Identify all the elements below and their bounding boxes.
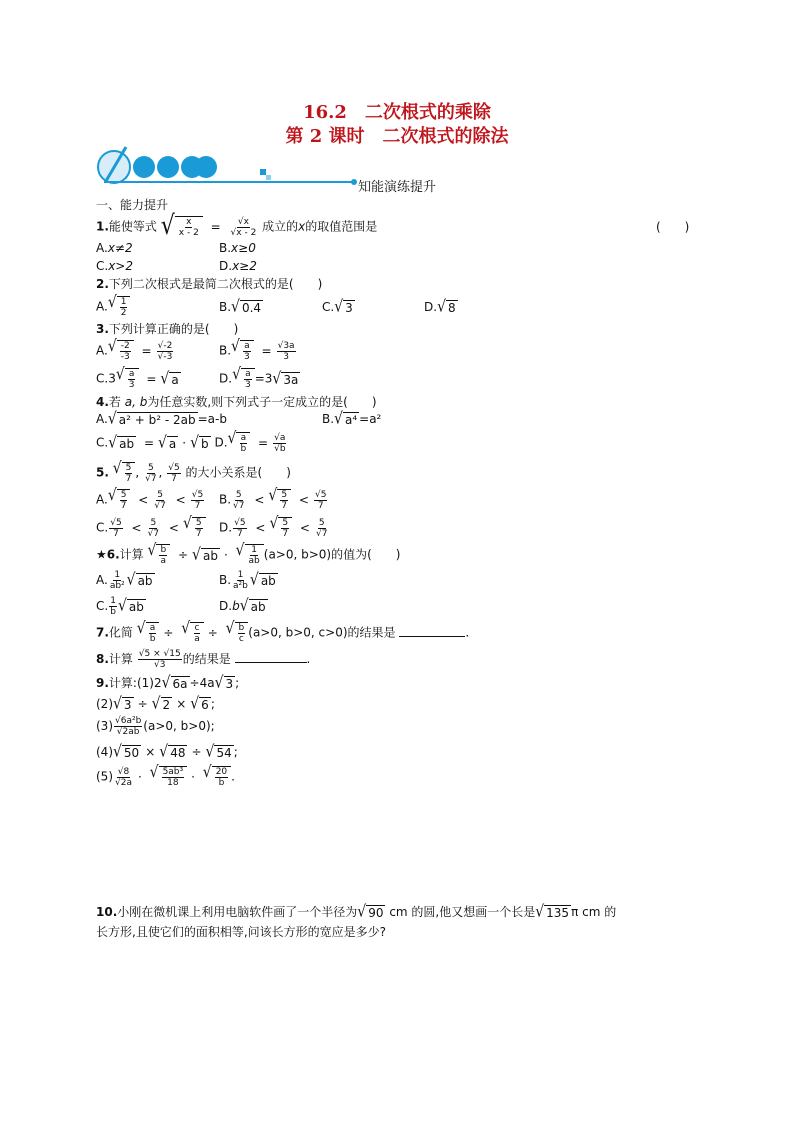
q9-part-5: (5) $\frac{√8}{√2a}$ · √ 5ab³ 18 · √ 20 b . — [96, 763, 235, 788]
question-1: 1.能使等式 √ x x - 2 = $\frac{√x}{√x - 2}$ 成立的x的取值范围是 — [96, 211, 378, 242]
q3-options-row2: C.3 √ a 3 = √ a D. √ a 3 =3 √ 3a — [96, 365, 299, 390]
question-2: 2.下列二次根式是最简二次根式的是( ) — [96, 277, 323, 291]
section-heading: 一、能力提升 — [96, 198, 169, 212]
banner-dot — [157, 156, 179, 178]
question-8: 8.计算 $\frac{√5 \times √15}{√3}$ 的结果是 . — [96, 649, 311, 670]
pen-brush-icon — [98, 147, 130, 183]
banner-dot — [133, 156, 155, 178]
question-10-line2: 长方形,且使它们的面积相等,问该长方形的宽应是多少? — [96, 925, 387, 939]
q1-options-row1: A.x≠2 B.x≥0 — [96, 241, 256, 255]
q9-part-3: (3) $\frac{\text{√6a²b}}{√2ab}$ (a>0, b>0); — [96, 716, 215, 737]
q3-options-row1: A. √ -2 -3 = $\frac{√-2}{√-3}$ B. √ a 3 = $\frac{√3a}{3}$ — [96, 337, 295, 362]
banner-square — [266, 175, 271, 180]
answer-blank — [235, 662, 307, 663]
q4-options-row1: A. √ a² + b² - 2ab =a-b B. √ a⁴ =a² — [96, 409, 382, 429]
q1-radical: √ x x - 2 — [161, 216, 203, 238]
answer-blank — [399, 636, 465, 637]
q6-options-row1: A. $\frac{1}{\text{ab²}}$ √ ab B. $\frac{1}{\text{a²b}}$ √ ab — [96, 570, 276, 591]
q4-options-row2: C. √ ab = √ a · √ b D. √ a b = $\frac{√a}{√b}$ — [96, 429, 286, 454]
answer-bracket: ( ) — [656, 220, 690, 234]
lesson-title: 16.2 二次根式的乘除 — [303, 102, 491, 123]
q2-options: A. √ 1 2 B. √ 0.4 C. √ 3 D. √ 8 — [96, 293, 456, 318]
q5-options-row2: C. $\frac{√5}{7}$ < $\frac{5}{√7}$ < √ 5 7 D. $\frac{√5}{7}$ < √ 5 7 < $\frac{5}{√7}$ — [96, 514, 328, 539]
q9-part-2: (2) √ 3 ÷ √ 2 × √ 6 ; — [96, 694, 215, 714]
question-7: 7.化简 √ a b ÷ √ c a ÷ √ b c (a>0, b>0, c>0)的结果是 . — [96, 619, 470, 644]
question-5: 5. √ 5 7 , $\frac{5}{√7}$ , $\frac{√5}{7}$ 的大小关系是( ) — [96, 459, 291, 484]
banner-dot — [195, 156, 217, 178]
question-6: ★6.计算 √ b a ÷ √ ab · √ 1 ab (a>0, b>0)的值为( ) — [96, 541, 401, 566]
question-3: 3.下列计算正确的是( ) — [96, 322, 239, 336]
banner-label: 知能演练提升 — [358, 180, 437, 195]
question-9: 9.计算:(1)2 √ 6a ÷4a √ 3 ; — [96, 673, 240, 693]
lesson-subtitle: 第 2 课时 二次根式的除法 — [285, 126, 509, 147]
question-10: 10.小刚在微机课上利用电脑软件画了一个半径为 √ 90 cm 的圆,他又想画一个长是 √ 135 π cm 的 — [96, 902, 617, 922]
question-4: 4.若 a, b为任意实数,则下列式子一定成立的是( ) — [96, 395, 377, 409]
q5-options-row1: A. √ 5 7 < $\frac{5}{√7}$ < $\frac{√5}{7}$ B. $\frac{5}{√7}$ < √ 5 7 < $\frac{√5}{7}$ — [96, 486, 327, 511]
q1-options-row2: C.x>2 D.x≥2 — [96, 259, 257, 273]
banner-square — [260, 169, 266, 175]
q9-part-4: (4) √ 50 × √ 48 ÷ √ 54 ; — [96, 742, 238, 762]
q6-options-row2: C. $\frac{1}{b}$ √ ab D.b √ ab — [96, 596, 266, 617]
